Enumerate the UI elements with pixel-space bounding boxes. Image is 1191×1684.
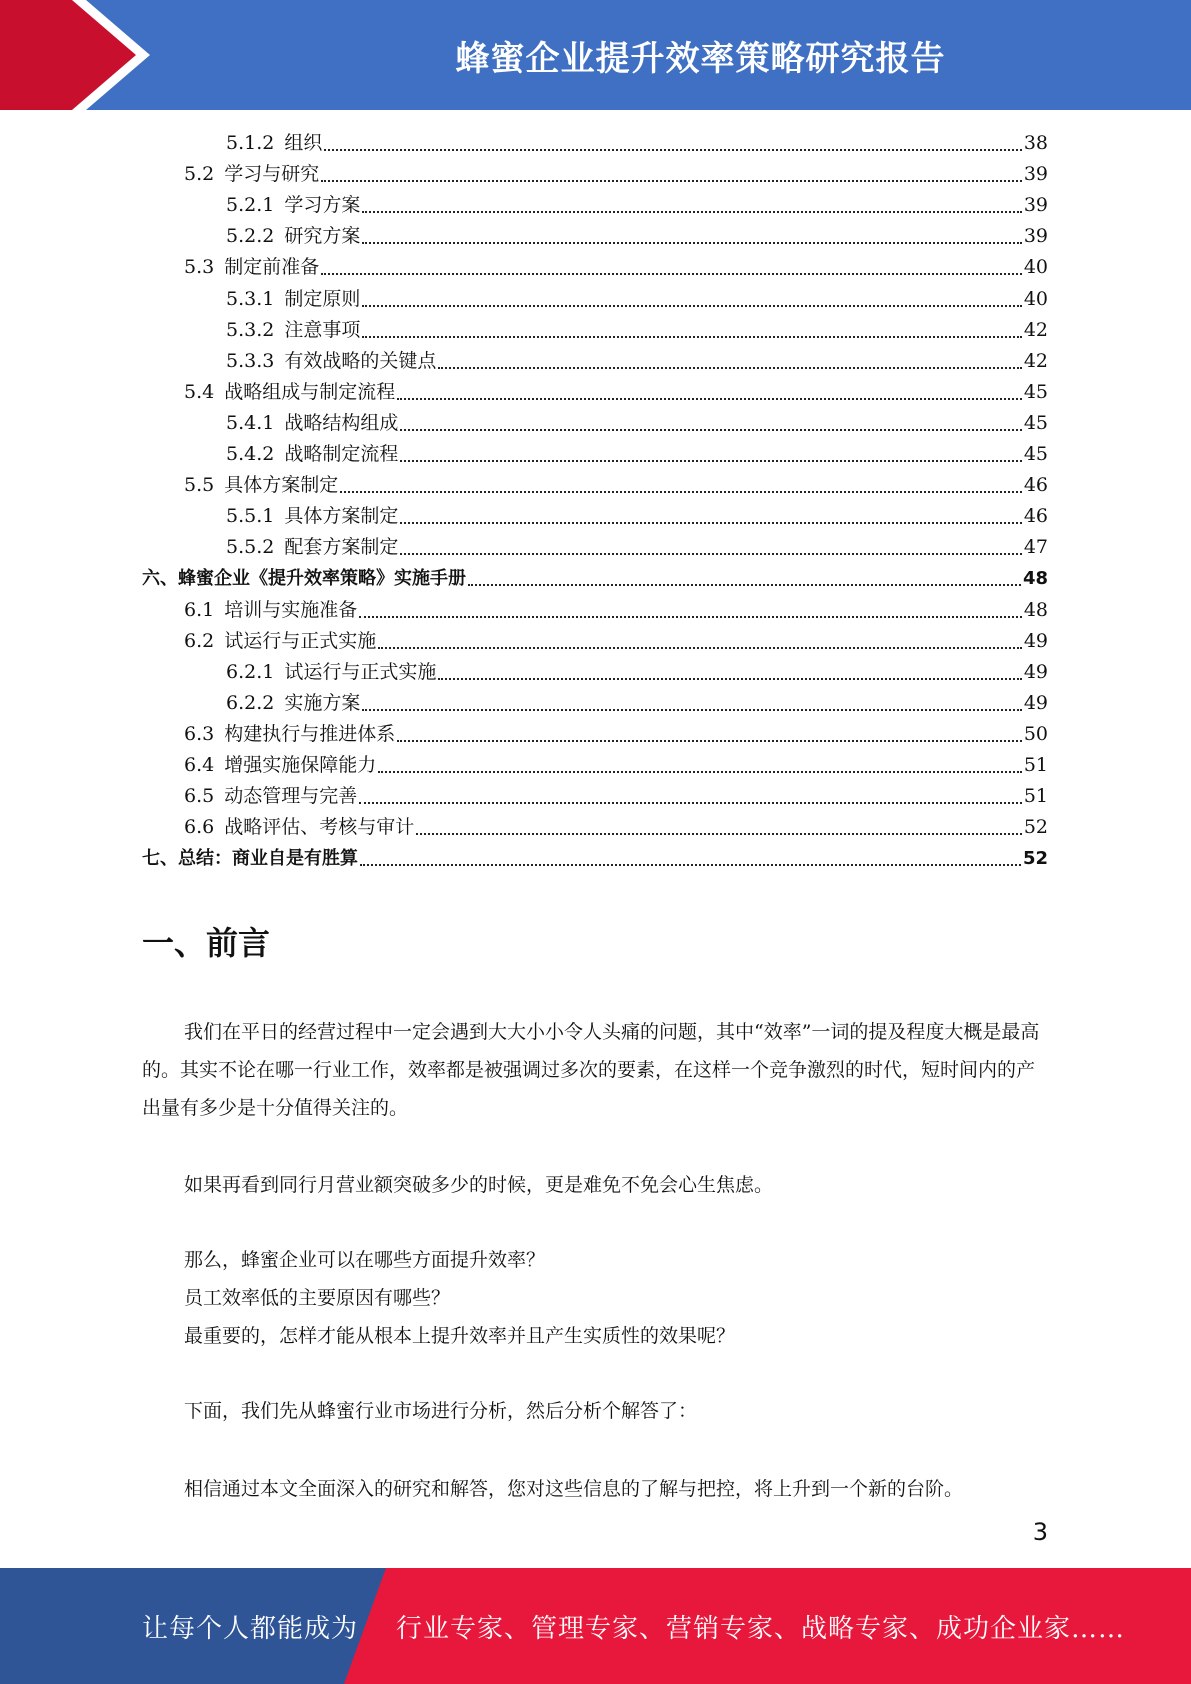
toc-entry[interactable] (142, 657, 1048, 688)
toc-number: 5.2.1 (226, 194, 275, 217)
toc-entry[interactable] (142, 688, 1048, 719)
toc-number: 七、 (142, 848, 178, 870)
toc-entry[interactable] (142, 408, 1048, 439)
toc-dot-leader (362, 709, 1021, 711)
toc-dot-leader (397, 740, 1022, 742)
toc-title: 组织 (284, 132, 323, 155)
paragraph-concern: 如果再看到同行月营业额突破多少的时候，更是难免不免会心生焦虑。 (184, 1174, 774, 1196)
toc-number: 5.3.2 (226, 318, 275, 341)
toc-title: 战略制定流程 (284, 443, 399, 466)
footer-slogan-left: 让每个人都能成为 (142, 1613, 359, 1644)
toc-number: 5.3.1 (226, 287, 275, 310)
toc-page-number: 49 (1023, 660, 1048, 683)
toc-entry[interactable] (142, 159, 1048, 190)
toc-page-number: 40 (1023, 287, 1048, 310)
toc-number: 6.3 (184, 722, 215, 745)
toc-number: 5.5 (184, 474, 215, 497)
toc-page-number: 46 (1023, 505, 1048, 528)
question-2: 员工效率低的主要原因有哪些？ (184, 1287, 451, 1309)
toc-dot-leader (324, 149, 1021, 151)
toc-title: 具体方案制定 (224, 474, 339, 497)
toc-entry[interactable] (142, 812, 1048, 843)
toc-page-number: 45 (1023, 443, 1048, 466)
toc-page-number: 39 (1023, 225, 1048, 248)
toc-number: 6.4 (184, 753, 215, 776)
page-footer (0, 1568, 1191, 1684)
toc-number: 5.3.3 (226, 349, 275, 372)
paragraph-text: 我们在平日的经营过程中一定会遇到大大小小令人头痛的问题，其中“效率”一词的提及程度大概是最高的。其实不论在哪一行业工作，效率都是被强调过多次的要素，在这样一个竞争激烈的时代，短时间内的产出量有多少是十分值得关注的。 (142, 1021, 1040, 1119)
toc-number: 5.2.2 (226, 225, 275, 248)
toc-page-number: 42 (1023, 349, 1048, 372)
toc-page-number: 52 (1022, 848, 1048, 870)
toc-entry[interactable] (142, 377, 1048, 408)
toc-page-number: 39 (1023, 163, 1048, 186)
toc-dot-leader (400, 460, 1021, 462)
toc-entry[interactable] (142, 252, 1048, 283)
toc-page-number: 51 (1023, 785, 1048, 808)
page-header (0, 0, 1191, 110)
table-of-contents (142, 128, 1048, 874)
toc-entry[interactable] (142, 501, 1048, 532)
toc-title: 战略组成与制定流程 (224, 380, 396, 403)
toc-dot-leader (397, 398, 1022, 400)
toc-page-number: 48 (1022, 568, 1048, 590)
toc-dot-leader (362, 305, 1021, 307)
toc-title: 制定前准备 (224, 256, 320, 279)
toc-entry[interactable] (142, 626, 1048, 657)
toc-entry[interactable] (142, 719, 1048, 750)
toc-dot-leader (359, 616, 1022, 618)
toc-title: 试运行与正式实施 (224, 629, 377, 652)
toc-dot-leader (362, 242, 1021, 244)
toc-entry[interactable] (142, 346, 1048, 377)
toc-number: 5.5.2 (226, 536, 275, 559)
toc-dot-leader (438, 367, 1021, 369)
toc-entry[interactable] (142, 283, 1048, 314)
toc-page-number: 40 (1023, 256, 1048, 279)
toc-page-number: 50 (1023, 722, 1048, 745)
section-heading: 一、前言 (142, 924, 271, 962)
toc-title: 战略结构组成 (284, 411, 399, 434)
toc-number: 5.1.2 (226, 132, 275, 155)
toc-title: 构建执行与推进体系 (224, 722, 396, 745)
toc-dot-leader (468, 584, 1021, 586)
toc-page-number: 51 (1023, 753, 1048, 776)
toc-number: 5.4 (184, 380, 215, 403)
toc-page-number: 39 (1023, 194, 1048, 217)
toc-title: 蜂蜜企业《提升效率策略》实施手册 (178, 568, 466, 590)
toc-title: 试运行与正式实施 (284, 660, 437, 683)
toc-entry[interactable] (142, 594, 1048, 625)
toc-entry[interactable] (142, 315, 1048, 346)
toc-title: 研究方案 (284, 225, 361, 248)
toc-entry[interactable] (142, 781, 1048, 812)
toc-title: 制定原则 (284, 287, 361, 310)
paragraph-closing: 相信通过本文全面深入的研究和解答，您对这些信息的了解与把控，将上升到一个新的台阶。 (184, 1478, 964, 1500)
toc-entry[interactable] (142, 750, 1048, 781)
toc-number: 5.2 (184, 163, 215, 186)
toc-dot-leader (340, 491, 1022, 493)
toc-page-number: 52 (1023, 816, 1048, 839)
toc-dot-leader (378, 771, 1022, 773)
red-chevron-decoration (0, 0, 160, 110)
toc-title: 学习与研究 (224, 163, 320, 186)
toc-entry[interactable] (142, 470, 1048, 501)
toc-page-number: 42 (1023, 318, 1048, 341)
toc-entry[interactable] (142, 221, 1048, 252)
toc-title: 具体方案制定 (284, 505, 399, 528)
toc-number: 6.2.1 (226, 660, 275, 683)
toc-entry[interactable] (142, 439, 1048, 470)
toc-dot-leader (400, 429, 1021, 431)
toc-number: 5.4.1 (226, 411, 275, 434)
toc-page-number: 45 (1023, 411, 1048, 434)
toc-page-number: 46 (1023, 474, 1048, 497)
toc-page-number: 48 (1023, 598, 1048, 621)
toc-page-number: 47 (1023, 536, 1048, 559)
toc-title: 实施方案 (284, 691, 361, 714)
toc-entry[interactable] (142, 190, 1048, 221)
toc-title: 培训与实施准备 (224, 598, 358, 621)
toc-dot-leader (362, 336, 1021, 338)
question-1: 那么，蜂蜜企业可以在哪些方面提升效率？ (184, 1249, 546, 1271)
toc-dot-leader (359, 802, 1022, 804)
toc-dot-leader (362, 211, 1021, 213)
toc-entry[interactable] (142, 128, 1048, 159)
toc-dot-leader (321, 180, 1022, 182)
toc-title: 有效战略的关键点 (284, 349, 437, 372)
toc-title: 注意事项 (284, 318, 361, 341)
toc-dot-leader (321, 273, 1022, 275)
toc-number: 5.3 (184, 256, 215, 279)
toc-title: 配套方案制定 (284, 536, 399, 559)
toc-title: 总结：商业自是有胜算 (178, 848, 358, 870)
footer-slogan-right: 行业专家、管理专家、营销专家、战略专家、成功企业家…… (396, 1613, 1126, 1644)
question-3: 最重要的，怎样才能从根本上提升效率并且产生实质性的效果呢？ (184, 1325, 736, 1347)
toc-number: 5.5.1 (226, 505, 275, 528)
toc-dot-leader (360, 864, 1021, 866)
intro-paragraph (142, 1013, 1048, 1127)
toc-dot-leader (400, 553, 1021, 555)
page-number: 3 (1032, 1518, 1048, 1546)
toc-title: 增强实施保障能力 (224, 753, 377, 776)
toc-number: 5.4.2 (226, 443, 275, 466)
toc-title: 战略评估、考核与审计 (224, 816, 415, 839)
toc-entry[interactable] (142, 843, 1048, 874)
toc-number: 6.5 (184, 785, 215, 808)
toc-page-number: 49 (1023, 691, 1048, 714)
paragraph-analysis-intro: 下面，我们先从蜂蜜行业市场进行分析，然后分析个解答了： (184, 1400, 698, 1422)
toc-dot-leader (416, 833, 1022, 835)
toc-page-number: 38 (1023, 132, 1048, 155)
toc-dot-leader (438, 678, 1021, 680)
toc-title: 学习方案 (284, 194, 361, 217)
toc-number: 6.2.2 (226, 691, 275, 714)
toc-entry[interactable] (142, 563, 1048, 594)
toc-number: 6.2 (184, 629, 215, 652)
toc-title: 动态管理与完善 (224, 785, 358, 808)
toc-dot-leader (400, 522, 1021, 524)
toc-number: 6.6 (184, 816, 215, 839)
toc-number: 六、 (142, 568, 178, 590)
toc-number: 6.1 (184, 598, 215, 621)
toc-page-number: 45 (1023, 380, 1048, 403)
document-title: 蜂蜜企业提升效率策略研究报告 (455, 38, 946, 79)
toc-dot-leader (378, 647, 1022, 649)
toc-page-number: 49 (1023, 629, 1048, 652)
toc-entry[interactable] (142, 532, 1048, 563)
